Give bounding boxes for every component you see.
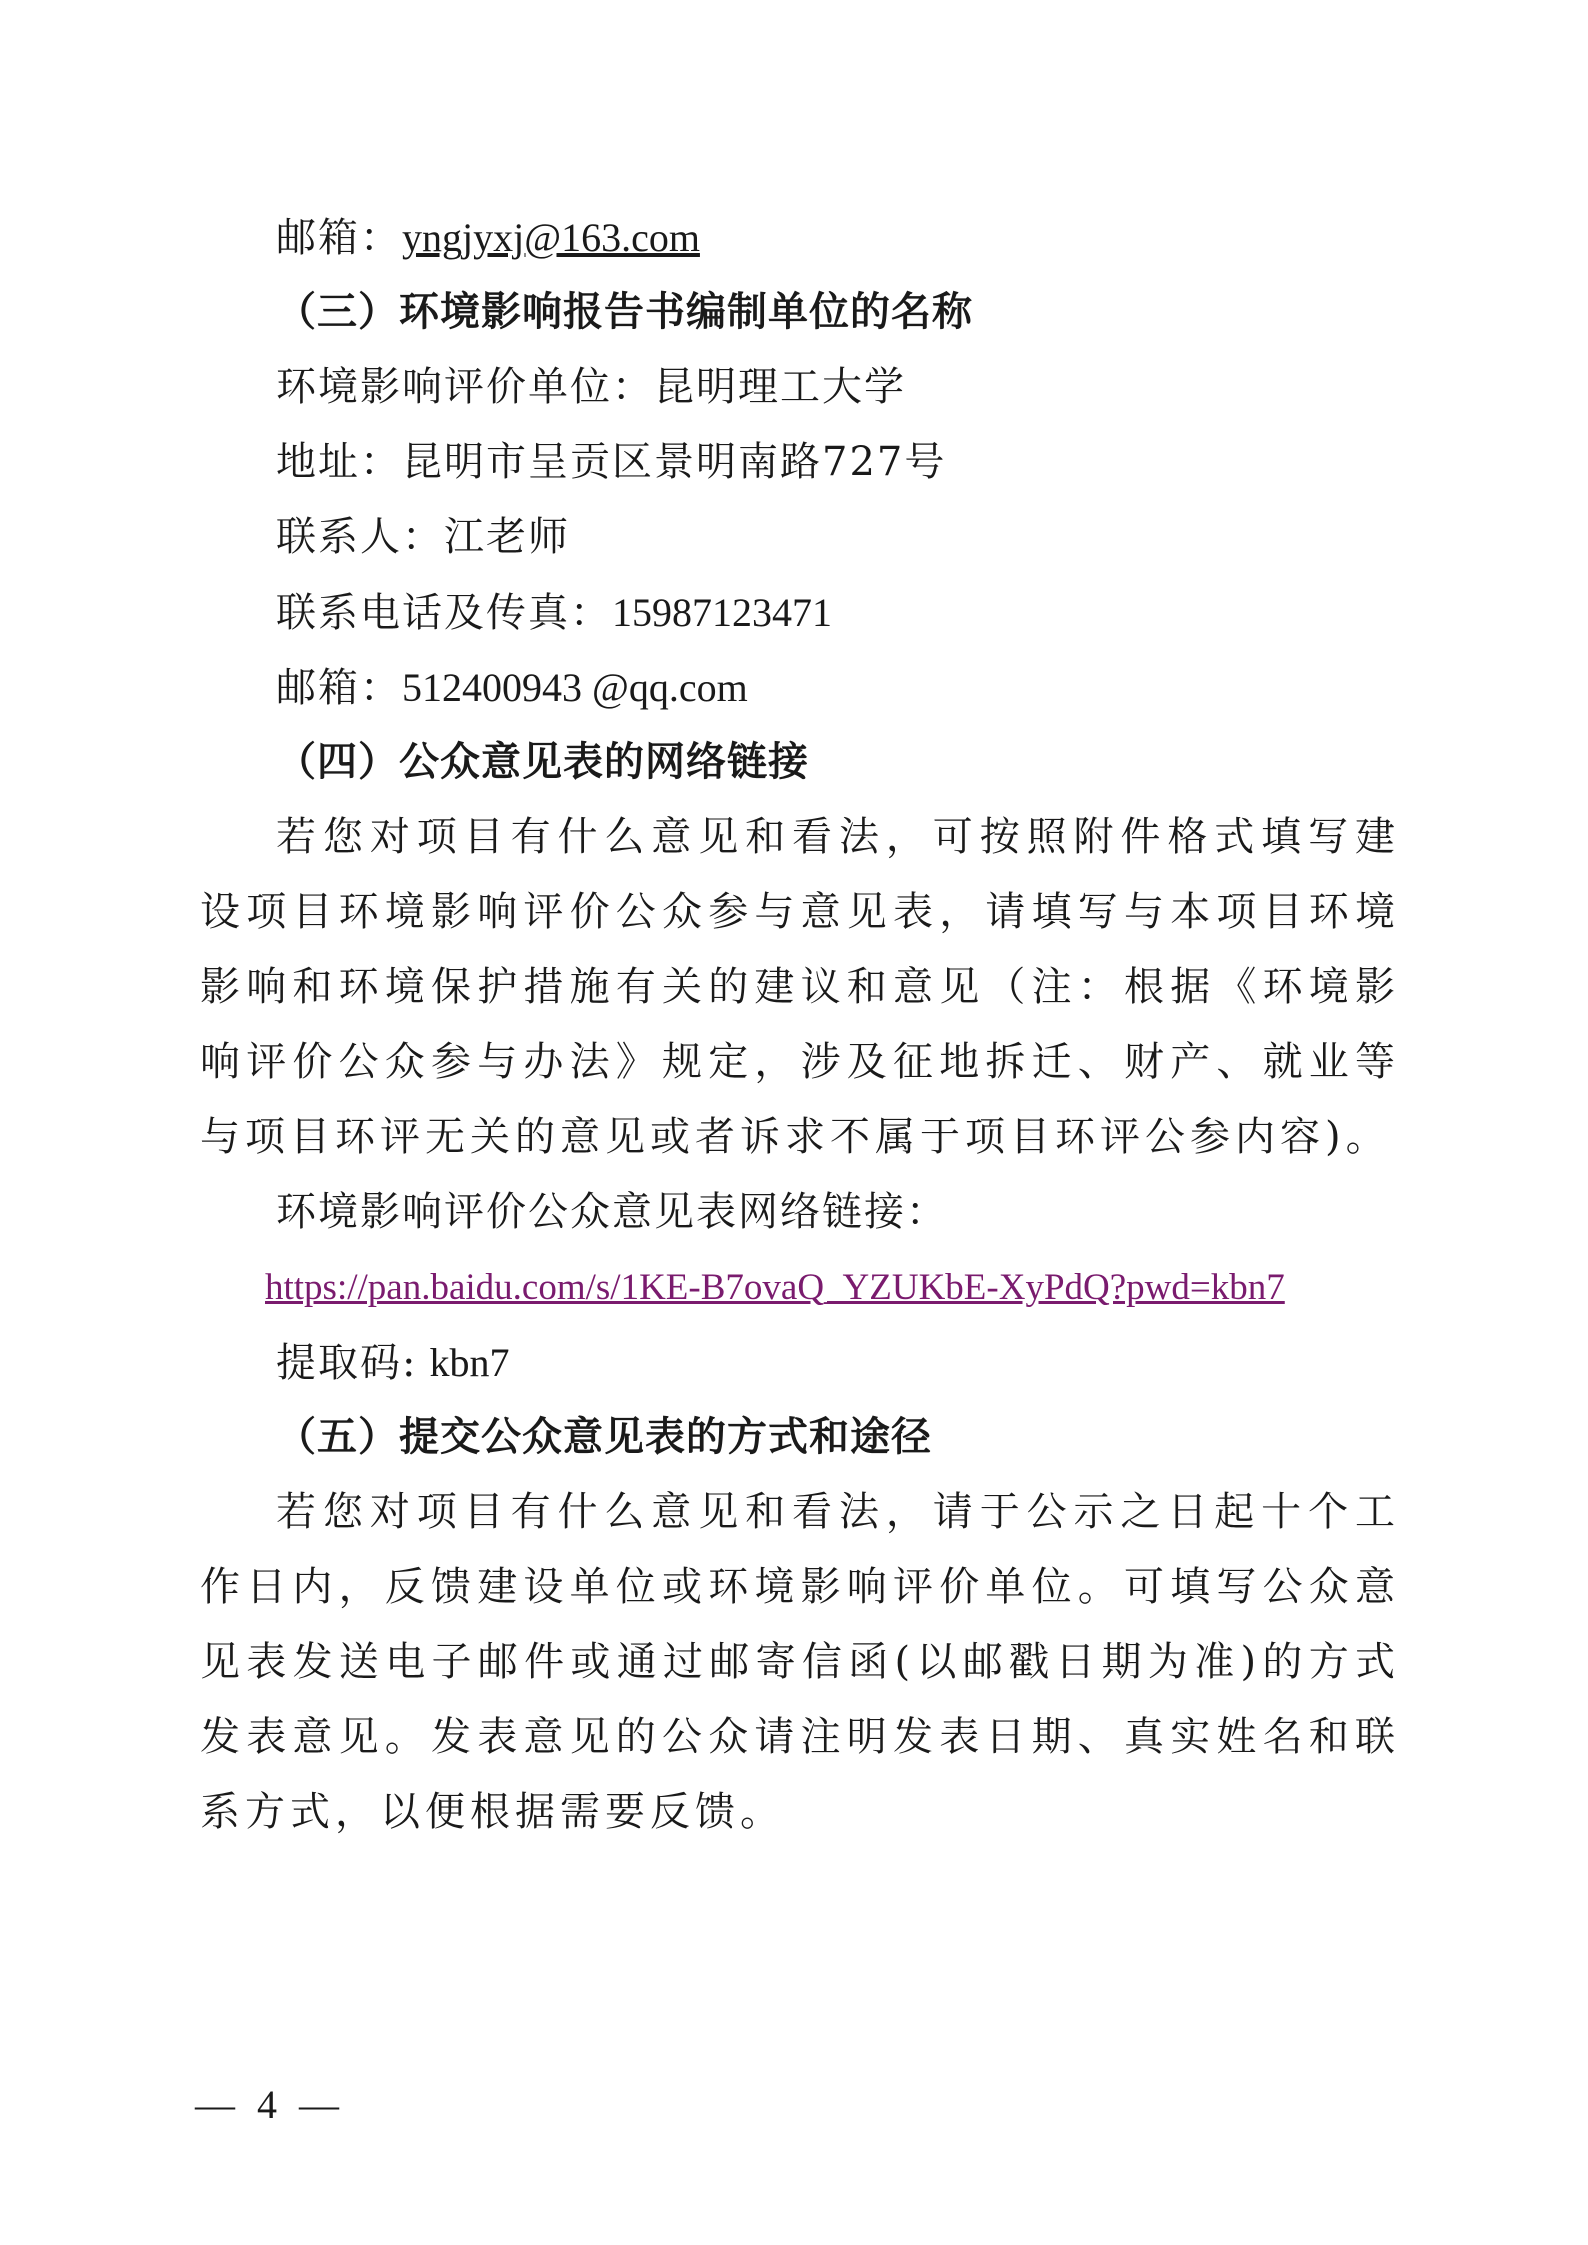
extract-code-line: [276, 1325, 1400, 1400]
eia-contact-value: 江老师: [444, 514, 570, 560]
builder-email-label: 邮箱：: [276, 215, 402, 261]
eia-address-line: [276, 425, 1400, 500]
eia-unit-label: 环境影响评价单位：: [276, 364, 654, 410]
section-4-paragraph: 若您对项目有什么意见和看法，可按照附件格式填写建设项目环境影响评价公众参与意见表，请填写与本项目环境影响和环境保护措施有关的建议和意见（注：根据《环境影响评价公众参与办法》规定，涉及征地拆迁、财产、就业等与项目环评无关的意见或者诉求不属于项目环评公参内容)。: [200, 814, 1400, 1160]
section-5-paragraph: 若您对项目有什么意见和看法，请于公示之日起十个工作日内，反馈建设单位或环境影响评价单位。可填写公众意见表发送电子邮件或通过邮寄信函(以邮戳日期为准)的方式发表意见。发表意见的公众请注明发表日期、真实姓名和联系方式，以便根据需要反馈。: [200, 1489, 1400, 1835]
eia-phone-line: [276, 575, 1400, 650]
eia-email-value: 512400943 @qq.com: [402, 665, 748, 710]
eia-address-value: 昆明市呈贡区景明南路727号: [402, 439, 947, 485]
builder-email-value[interactable]: yngjyxj@163.com: [402, 215, 700, 260]
eia-contact-line: [276, 500, 1400, 575]
eia-phone-value: 15987123471: [612, 590, 832, 635]
builder-email-line: [276, 200, 1400, 275]
eia-unit-line: [276, 350, 1400, 425]
eia-unit-value: 昆明理工大学: [654, 364, 906, 410]
section-4-heading: （四）公众意见表的网络链接: [276, 739, 809, 785]
section-5-heading: （五）提交公众意见表的方式和途径: [276, 1414, 932, 1460]
extract-code-value: kbn7: [429, 1340, 510, 1385]
page-number: — 4 —: [195, 2082, 345, 2127]
section-3-heading: （三）环境影响报告书编制单位的名称: [276, 289, 973, 335]
eia-contact-label: 联系人：: [276, 514, 444, 560]
link-label: 环境影响评价公众意见表网络链接：: [276, 1189, 948, 1235]
eia-email-label: 邮箱：: [276, 665, 402, 711]
eia-address-label: 地址：: [276, 439, 402, 485]
extract-code-label: 提取码:: [276, 1340, 418, 1386]
eia-email-line: [276, 650, 1400, 725]
eia-phone-label: 联系电话及传真：: [276, 590, 612, 636]
survey-link[interactable]: https://pan.baidu.com/s/1KE-B7ovaQ_YZUKbE-XyPdQ?pwd=kbn7: [265, 1267, 1285, 1308]
survey-link-line: [265, 1250, 1465, 1325]
